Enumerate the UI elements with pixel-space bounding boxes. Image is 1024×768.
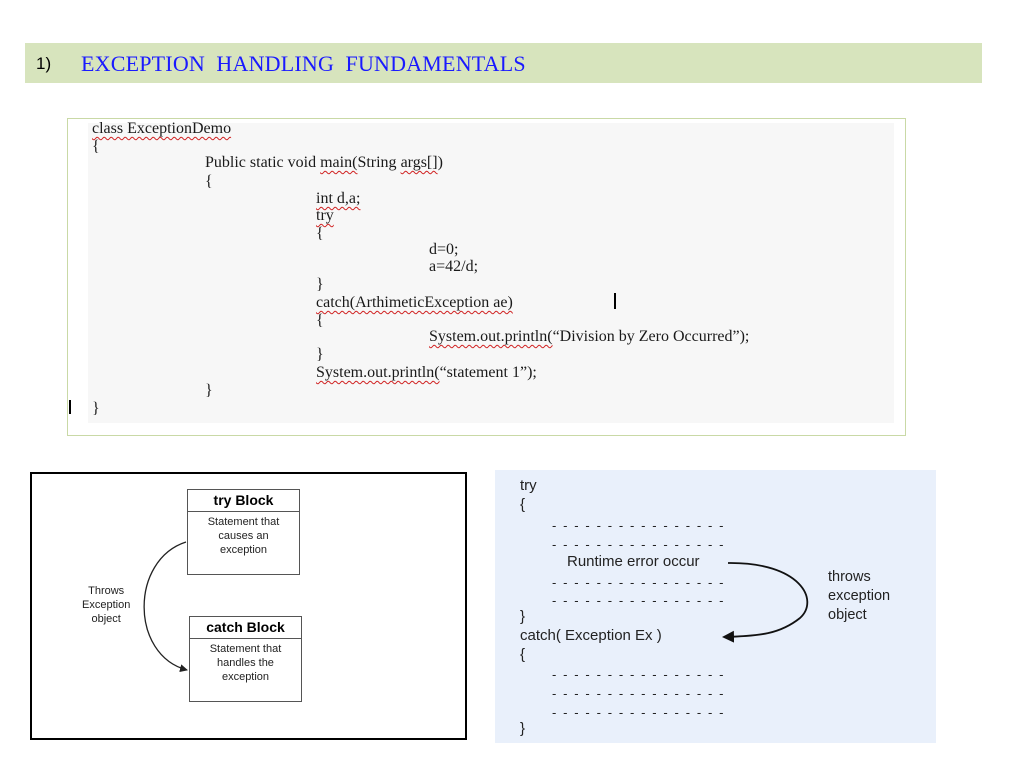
try-keyword: try — [520, 477, 537, 494]
code-line-brace: } — [316, 346, 324, 363]
throws-arrow-right — [724, 563, 807, 637]
code-placeholder-line: - - - - - - - - - - - - - - - - — [552, 518, 726, 533]
code-line-decl: int d,a; — [316, 190, 361, 207]
code-placeholder-line: - - - - - - - - - - - - - - - - — [552, 667, 726, 682]
catch-block-title: catch Block — [190, 617, 301, 639]
code-placeholder-line: - - - - - - - - - - - - - - - - — [552, 575, 726, 590]
code-line-print-error: System.out.println(“Division by Zero Occurred”); — [429, 328, 750, 345]
code-line-catch: catch(ArthimeticException ae) — [316, 294, 513, 311]
throws-exception-label: Throws Exception object — [82, 585, 131, 625]
code-line-brace: { — [316, 312, 324, 329]
code-line-brace: { — [92, 138, 100, 155]
catch-close-brace: } — [520, 720, 526, 737]
code-placeholder-line: - - - - - - - - - - - - - - - - — [552, 705, 726, 720]
code-line-brace: } — [316, 276, 324, 293]
code-line-brace: } — [92, 400, 100, 417]
throws-exception-label: throws exception object — [828, 569, 891, 623]
code-line-divide: a=42/d; — [429, 258, 479, 275]
throws-arrow-left — [144, 542, 187, 670]
section-number: 1) — [36, 54, 52, 73]
code-placeholder-line: - - - - - - - - - - - - - - - - — [552, 593, 726, 608]
code-line-brace: { — [316, 225, 324, 242]
code-line-class: class ExceptionDemo — [92, 120, 232, 137]
catch-open-brace: { — [520, 646, 526, 663]
catch-block-description: Statement that handles the exception — [209, 643, 282, 683]
code-placeholder-line: - - - - - - - - - - - - - - - - — [552, 537, 726, 552]
catch-clause: catch( Exception Ex ) — [520, 627, 662, 644]
code-line-brace: { — [205, 173, 213, 190]
code-line-brace: } — [205, 382, 213, 399]
code-line-main: Public static void main(String args[]) — [205, 154, 443, 171]
try-close-brace: } — [520, 608, 526, 625]
section-title: EXCEPTION HANDLING FUNDAMENTALS — [81, 51, 526, 76]
code-line-print-statement: System.out.println(“statement 1”); — [316, 364, 537, 381]
code-line-assign-d: d=0; — [429, 241, 459, 258]
code-line-try: try — [316, 207, 334, 224]
code-placeholder-line: - - - - - - - - - - - - - - - - — [552, 686, 726, 701]
try-open-brace: { — [520, 496, 526, 513]
try-block-description: Statement that causes an exception — [207, 516, 280, 556]
try-block-title: try Block — [188, 490, 299, 512]
runtime-error-text: Runtime error occur — [567, 553, 700, 570]
